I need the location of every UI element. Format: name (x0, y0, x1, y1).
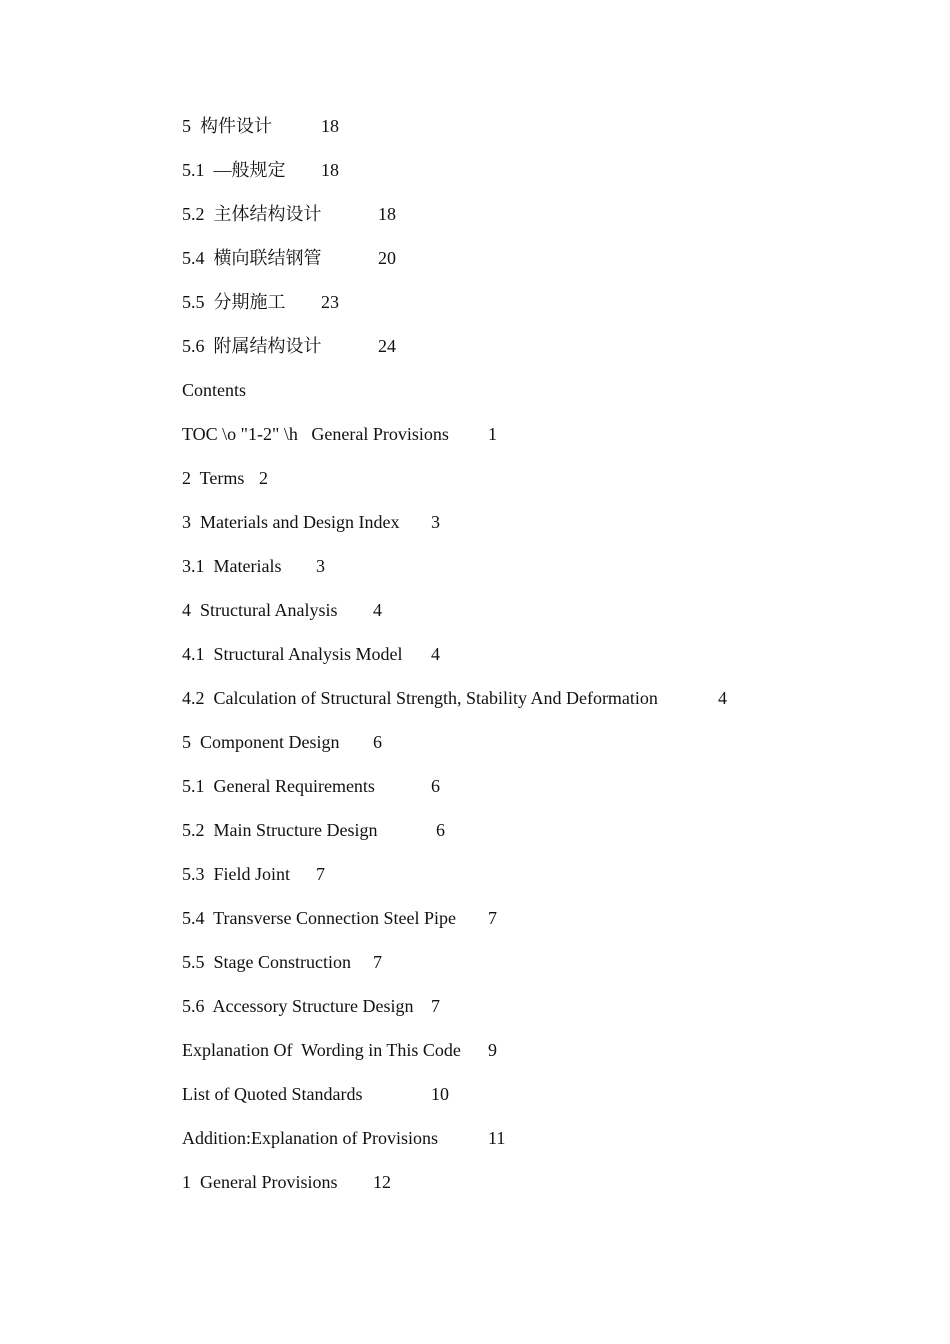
toc-entry-title: 5.6 Accessory Structure Design (182, 996, 414, 1016)
toc-entry-page: 6 (373, 732, 382, 752)
toc-entry-page: 6 (431, 776, 440, 796)
toc-entry-page: 2 (259, 468, 268, 488)
toc-entry-title: 5.3 Field Joint (182, 864, 291, 884)
toc-entry-page: 18 (321, 116, 339, 136)
toc-entry-page: 7 (373, 952, 382, 972)
toc-entry-title: 5.5 分期施工 (182, 292, 286, 312)
toc-entry-title: Explanation Of Wording in This Code (182, 1040, 461, 1060)
toc-entry-page: 9 (488, 1040, 497, 1060)
toc-entry-page: 23 (321, 292, 339, 312)
toc-entry-page: 12 (373, 1172, 391, 1192)
toc-entry-page: 10 (431, 1084, 449, 1104)
toc-entry-title: 2 Terms (182, 468, 245, 488)
toc-entry-title: 4.1 Structural Analysis Model (182, 644, 403, 664)
toc-entry-page: 18 (321, 160, 339, 180)
toc-entry-title: 4.2 Calculation of Structural Strength, Stability And Deformation (182, 688, 658, 708)
toc-entry-title: 5.2 主体结构设计 (182, 204, 322, 224)
toc-entry-title: 5.5 Stage Construction (182, 952, 351, 972)
toc-entry-title: 5.4 Transverse Connection Steel Pipe (182, 908, 456, 928)
toc-entry-title: 5.1 —般规定 (182, 160, 286, 180)
toc-entry-page: 4 (718, 688, 727, 708)
toc-entry-title: 5 Component Design (182, 732, 340, 752)
toc-entry-page: 18 (378, 204, 396, 224)
toc-entry-title: 1 General Provisions (182, 1172, 338, 1192)
toc-entry-page: 20 (378, 248, 396, 268)
toc-entry-page: 7 (316, 864, 325, 884)
toc-entry-page: 24 (378, 336, 396, 356)
toc-entry-title: 5.1 General Requirements (182, 776, 375, 796)
toc-entry-page: 3 (431, 512, 440, 532)
toc-entry-page: 3 (316, 556, 325, 576)
contents-heading: Contents (182, 380, 247, 400)
toc-entry-page: 7 (431, 996, 440, 1016)
toc-entry-title: 5 构件设计 (182, 116, 272, 136)
toc-entry-title: 5.4 横向联结钢管 (182, 248, 322, 268)
toc-entry-page: 6 (436, 820, 445, 840)
toc-entry-title: TOC \o "1-2" \h General Provisions (182, 424, 449, 444)
toc-entry-title: 3.1 Materials (182, 556, 282, 576)
toc-entry-title: 3 Materials and Design Index (182, 512, 400, 532)
toc-entry-page: 4 (373, 600, 382, 620)
toc-entry-page: 4 (431, 644, 440, 664)
toc-entry-page: 11 (488, 1128, 506, 1148)
toc-entry-title: 4 Structural Analysis (182, 600, 338, 620)
toc-entry-title: 5.6 附属结构设计 (182, 336, 322, 356)
toc-entry-title: Addition:Explanation of Provisions (182, 1128, 438, 1148)
toc-entry-title: List of Quoted Standards (182, 1084, 363, 1104)
toc-entry-page: 7 (488, 908, 497, 928)
toc-entry-page: 1 (488, 424, 497, 444)
toc-entry-title: 5.2 Main Structure Design (182, 820, 378, 840)
